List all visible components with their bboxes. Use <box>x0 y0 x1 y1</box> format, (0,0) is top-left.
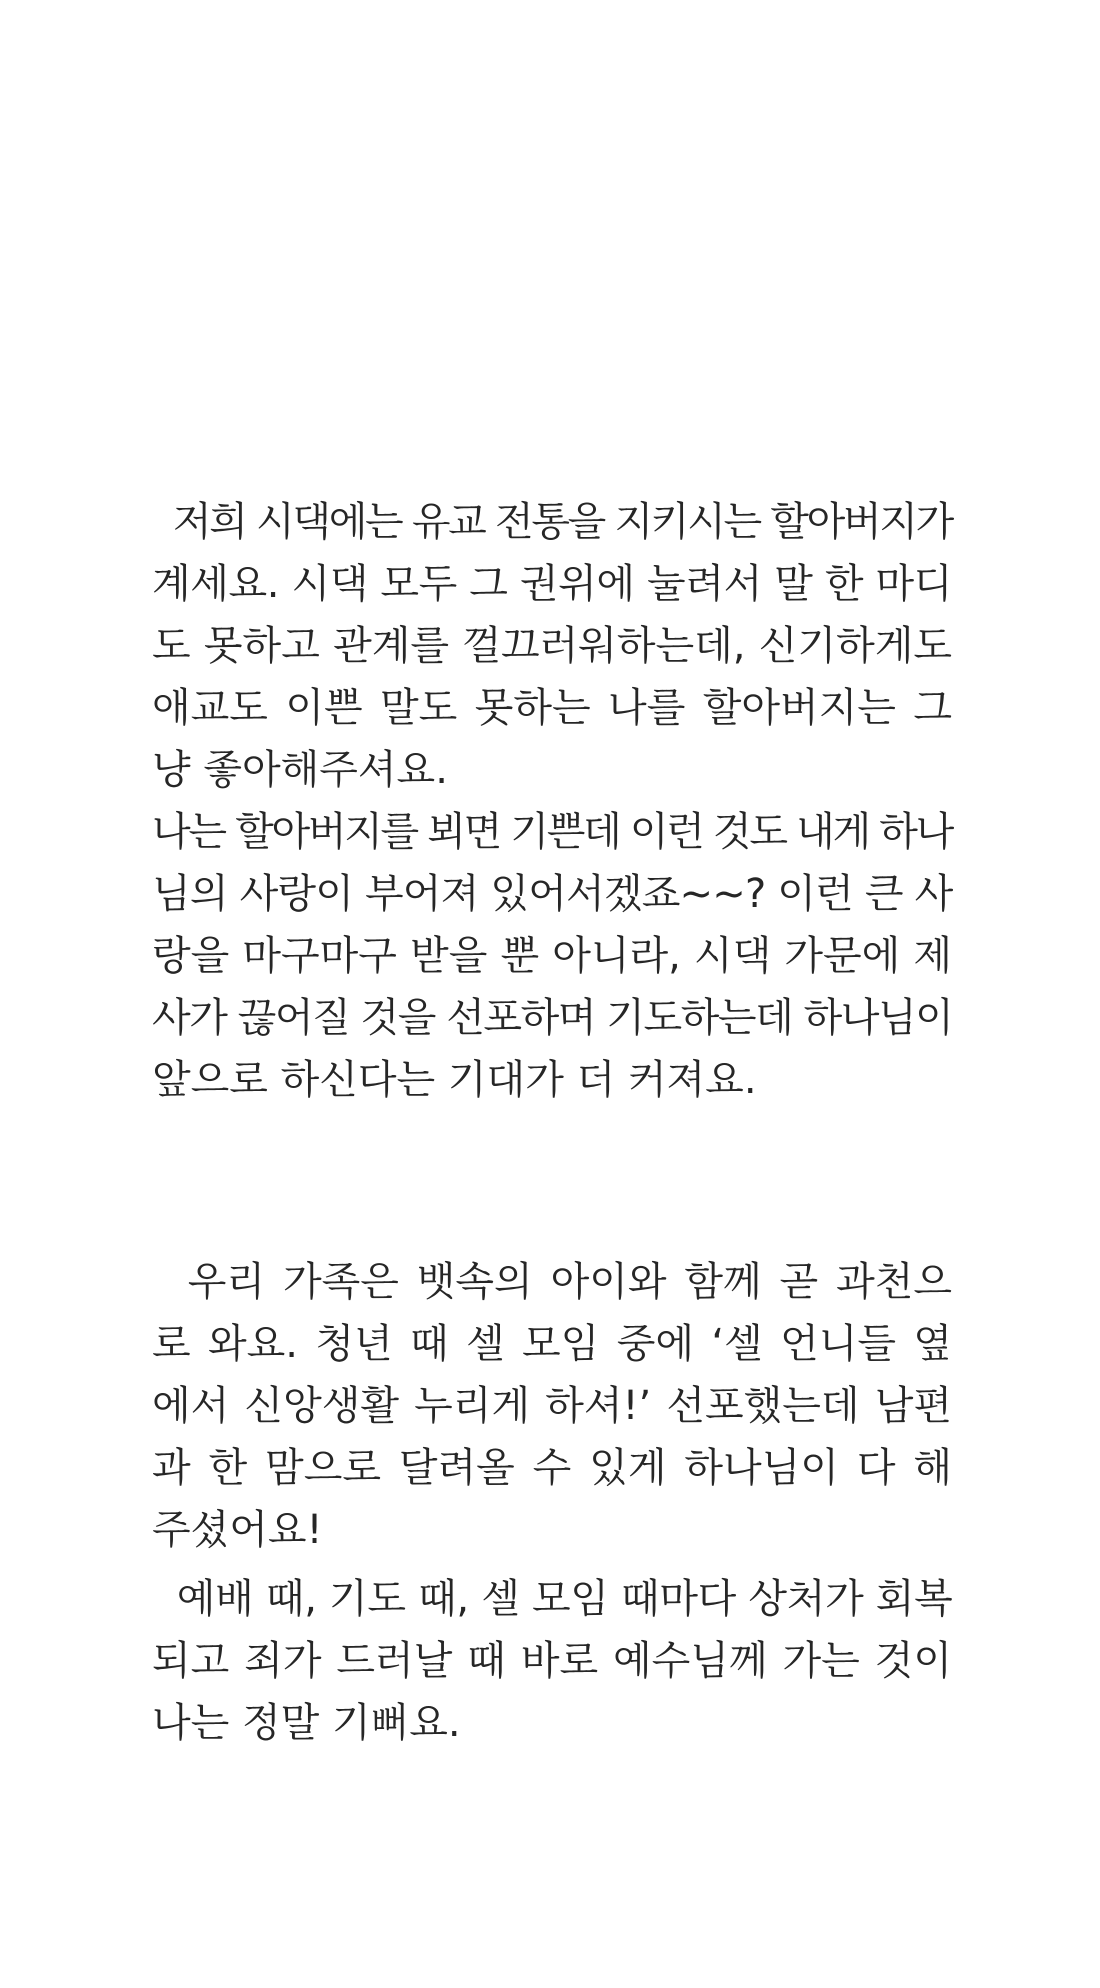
text-line: 랑을 마구마구 받을 뿐 아니라, 시댁 가문에 제 <box>152 933 952 979</box>
text-line: 되고 죄가 드러날 때 바로 예수님께 가는 것이 <box>152 1638 952 1684</box>
text-line: 나는 정말 기뻐요. <box>152 1700 461 1746</box>
text-line: 도 못하고 관계를 껄끄러워하는데, 신기하게도 <box>152 623 952 669</box>
text-line: 과 한 맘으로 달려올 수 있게 하나님이 다 해 <box>152 1445 952 1491</box>
text-line: 로 와요. 청년 때 셀 모임 중에 ‘셀 언니들 옆 <box>152 1321 952 1367</box>
text-line: 계세요. 시댁 모두 그 권위에 눌려서 말 한 마디 <box>152 561 952 607</box>
text-line: 냥 좋아해주셔요. <box>152 747 448 793</box>
text-line: 저희 시댁에는 유교 전통을 지키시는 할아버지가 <box>152 499 952 545</box>
text-line: 앞으로 하신다는 기대가 더 커져요. <box>152 1057 757 1103</box>
paragraph-grandfather <box>152 491 952 1111</box>
text-line: 예배 때, 기도 때, 셀 모임 때마다 상처가 회복 <box>152 1576 953 1622</box>
text-line: 주셨어요! <box>152 1507 323 1553</box>
text-line: 에서 신앙생활 누리게 하셔!’ 선포했는데 남편 <box>152 1383 952 1429</box>
text-line: 나는 할아버지를 뵈면 기쁜데 이런 것도 내게 하나 <box>152 809 952 855</box>
text-line: 사가 끊어질 것을 선포하며 기도하는데 하나님이 <box>152 995 953 1041</box>
text-line: 우리 가족은 뱃속의 아이와 함께 곧 과천으 <box>152 1259 952 1305</box>
paragraph-family <box>152 1251 952 1561</box>
text-line: 애교도 이쁜 말도 못하는 나를 할아버지는 그 <box>152 685 952 731</box>
paragraph-worship <box>152 1568 952 1754</box>
text-line: 님의 사랑이 부어져 있어서겠죠~~? 이런 큰 사 <box>152 871 953 917</box>
